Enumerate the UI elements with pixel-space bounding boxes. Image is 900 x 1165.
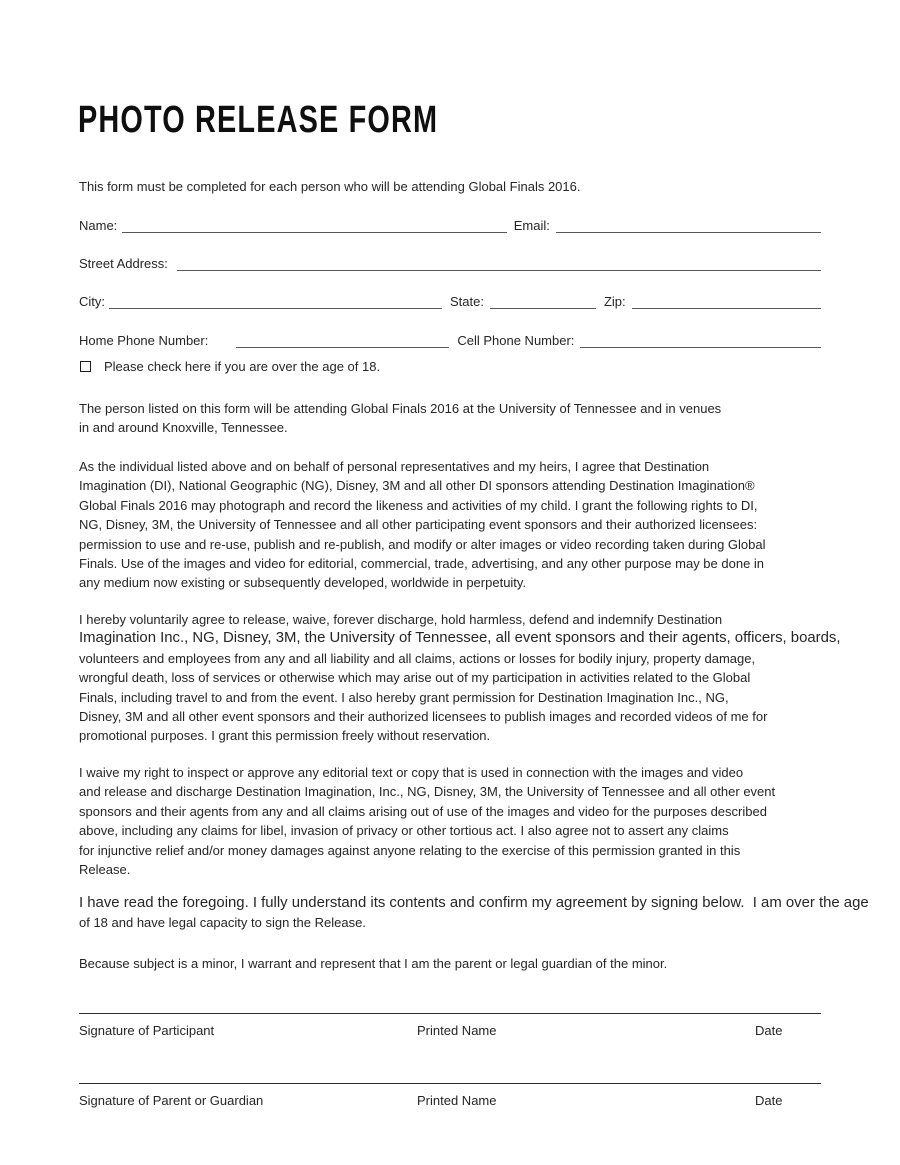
paragraph-line: NG, Disney, 3M, the University of Tennessee and all other participating event sponsors and their authorized licensees: bbox=[79, 517, 758, 533]
paragraph-line: As the individual listed above and on behalf of personal representatives and my heirs, I agree that Destination bbox=[79, 459, 710, 474]
paragraph-line: promotional purposes. I grant this permission freely without reservation. bbox=[79, 728, 491, 744]
paragraph-line: of 18 and have legal capacity to sign the Release. bbox=[79, 915, 366, 931]
paragraph-line: Disney, 3M and all other event sponsors and their authorized licensees to publish images and recorded videos of me for bbox=[79, 709, 768, 725]
paragraph-line: in and around Knoxville, Tennessee. bbox=[79, 420, 288, 436]
paragraph-acknowledgment bbox=[79, 894, 869, 933]
paragraph-grant-rights bbox=[79, 457, 766, 593]
page-title: PHOTO RELEASE FORM bbox=[78, 99, 439, 141]
home-phone-input-line[interactable] bbox=[236, 333, 449, 348]
guardian-printed-name-label: Printed Name bbox=[417, 1093, 497, 1108]
phone-row bbox=[79, 332, 821, 348]
guardian-date-label: Date bbox=[755, 1093, 783, 1108]
state-input-line[interactable] bbox=[490, 294, 596, 309]
name-input-line[interactable] bbox=[122, 218, 506, 233]
street-address-input-line[interactable] bbox=[177, 256, 821, 271]
paragraph-waiver bbox=[79, 763, 775, 879]
city-label: City: bbox=[79, 294, 105, 309]
state-label: State: bbox=[450, 294, 484, 309]
cell-phone-input-line[interactable] bbox=[580, 333, 821, 348]
intro-text: This form must be completed for each person who will be attending Global Finals 2016. bbox=[79, 179, 581, 194]
participant-printed-name-label: Printed Name bbox=[417, 1023, 497, 1038]
zip-input-line[interactable] bbox=[632, 294, 821, 309]
paragraph-line: Finals, including travel to and from the event. I also hereby grant permission for Destination Imagination Inc., NG, bbox=[79, 689, 729, 705]
name-label: Name: bbox=[79, 218, 118, 233]
paragraph-line: Finals. Use of the images and video for editorial, commercial, trade, advertising, and any other purpose may be done in bbox=[79, 556, 765, 572]
paragraph-line: Imagination (DI), National Geographic (NG), Disney, 3M and all other DI sponsors attending Destination Imagination® bbox=[79, 478, 755, 494]
guardian-signature-label: Signature of Parent or Guardian bbox=[79, 1093, 264, 1108]
paragraph-line: volunteers and employees from any and all liability and all claims, actions or losses for bodily injury, property damage, bbox=[79, 650, 756, 666]
over-18-checkbox-label: Please check here if you are over the age of 18. bbox=[104, 359, 381, 374]
paragraph-line-emphasized: Imagination Inc., NG, Disney, 3M, the University of Tennessee, all event sponsors and their agents, officers, boards, bbox=[79, 630, 841, 647]
email-input-line[interactable] bbox=[556, 218, 821, 233]
participant-signature-label: Signature of Participant bbox=[79, 1023, 215, 1038]
name-email-row bbox=[79, 217, 821, 233]
paragraph-line: for injunctive relief and/or money damages against anyone relating to the exercise of this permission granted in this bbox=[79, 842, 741, 858]
over-18-checkbox-row bbox=[80, 359, 380, 374]
paragraph-line: Global Finals 2016 may photograph and record the likeness and activities of my child. I grant the following rights to DI, bbox=[79, 497, 758, 513]
email-label: Email: bbox=[513, 218, 550, 233]
over-18-checkbox[interactable] bbox=[80, 361, 91, 372]
participant-date-label: Date bbox=[755, 1023, 783, 1038]
paragraph-attending bbox=[79, 399, 721, 438]
paragraph-line: I hereby voluntarily agree to release, waive, forever discharge, hold harmless, defend and indemnify Destination bbox=[79, 612, 723, 627]
paragraph-line: Release. bbox=[79, 862, 131, 878]
paragraph-line: Because subject is a minor, I warrant and represent that I am the parent or legal guardian of the minor. bbox=[79, 956, 668, 971]
paragraph-line: I waive my right to inspect or approve any editorial text or copy that is used in connection with the images and video bbox=[79, 765, 744, 780]
city-state-zip-row bbox=[79, 293, 821, 309]
paragraph-line: The person listed on this form will be attending Global Finals 2016 at the University of Tennessee and in venues bbox=[79, 401, 722, 416]
paragraph-line: permission to use and re-use, publish and re-publish, and modify or alter images or video recording taken during Global bbox=[79, 536, 766, 552]
paragraph-line-emphasized: I have read the foregoing. I fully understand its contents and confirm my agreement by signing below. I am over the age bbox=[79, 895, 869, 911]
participant-signature-block bbox=[79, 1013, 821, 1038]
street-address-label: Street Address: bbox=[79, 256, 168, 271]
zip-label: Zip: bbox=[603, 294, 626, 309]
paragraph-line: any medium now existing or subsequently developed, worldwide in perpetuity. bbox=[79, 575, 527, 591]
street-address-row bbox=[79, 255, 821, 271]
paragraph-line: wrongful death, loss of services or otherwise which may arise out of my participation in activities related to the Global bbox=[79, 670, 751, 686]
paragraph-line: and release and discharge Destination Imagination, Inc., NG, Disney, 3M, the University of Tennessee and all other event bbox=[79, 784, 776, 800]
paragraph-release bbox=[79, 610, 840, 746]
guardian-signature-block bbox=[79, 1083, 821, 1108]
paragraph-minor bbox=[79, 954, 667, 973]
city-input-line[interactable] bbox=[109, 294, 442, 309]
home-phone-label: Home Phone Number: bbox=[79, 333, 209, 348]
paragraph-line: above, including any claims for libel, invasion of privacy or other tortious act. I also agree not to assert any claims bbox=[79, 823, 729, 839]
cell-phone-label: Cell Phone Number: bbox=[457, 333, 575, 348]
paragraph-line: sponsors and their agents from any and all claims arising out of use of the images and video for the purposes described bbox=[79, 803, 767, 819]
